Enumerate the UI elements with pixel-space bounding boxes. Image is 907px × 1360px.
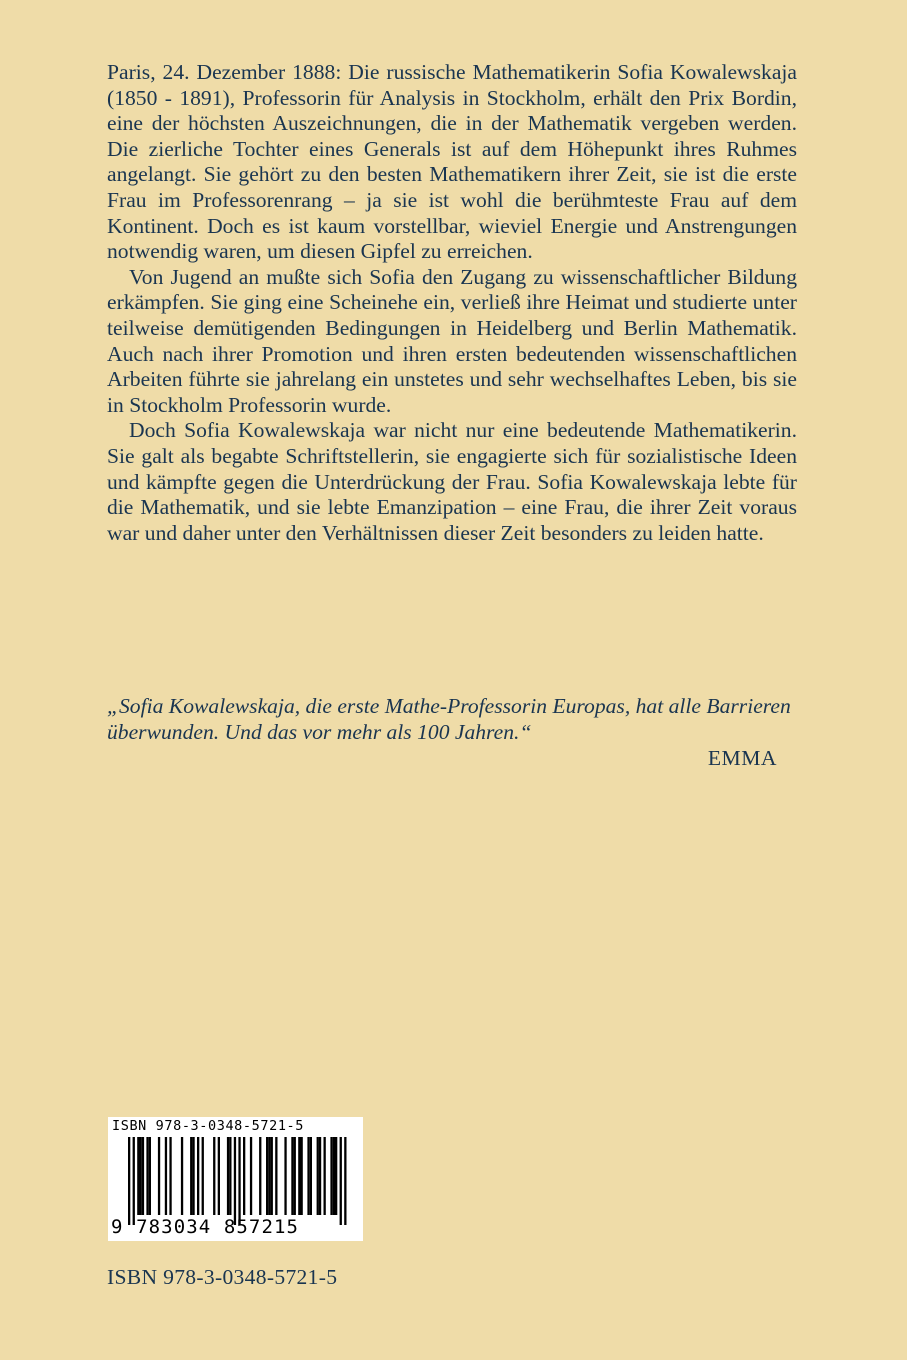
barcode-bar — [140, 1137, 142, 1215]
barcode-bar — [128, 1137, 130, 1225]
barcode-bar — [234, 1137, 236, 1225]
barcode-bar — [310, 1137, 312, 1215]
isbn-barcode — [108, 1117, 363, 1241]
barcode-bar — [298, 1137, 300, 1215]
barcode-bar — [227, 1137, 229, 1215]
barcode-bar — [317, 1137, 319, 1215]
barcode-bar — [266, 1137, 268, 1215]
barcode-bar — [268, 1137, 270, 1215]
barcode-bar — [213, 1137, 215, 1215]
barcode-bar — [229, 1137, 231, 1215]
barcode-bar — [307, 1137, 309, 1215]
barcode-bar — [197, 1137, 199, 1215]
barcode-bar — [133, 1137, 135, 1225]
barcode-bar — [333, 1137, 335, 1215]
back-cover-text — [107, 60, 797, 546]
barcode-bar — [250, 1137, 252, 1215]
barcode-digits: 9 783034 857215 — [111, 1216, 300, 1238]
barcode-bar — [192, 1137, 194, 1215]
barcode-bar — [142, 1137, 144, 1215]
barcode-bar — [291, 1137, 293, 1215]
barcode-bar — [324, 1137, 326, 1215]
barcode-bar — [275, 1137, 277, 1215]
barcode-bar — [271, 1137, 273, 1215]
paragraph-1: Paris, 24. Dezember 1888: Die russische Mathematikerin Sofia Kowalewskaja (1850 - 1891), Professorin für Analysis in Stockholm, erhält den Prix Bordin, eine der höchsten Auszeichnungen, die in der Mathematik vergeben werden. Die zierliche Tochter eines Generals ist auf dem Höhepunkt ihres Ruhmes angelangt. Sie gehört zu den besten Mathematikern ihrer Zeit, sie ist die erste Frau im Professorenrang – ja sie ist wohl die berühmteste Frau auf dem Kontinent. Doch es ist kaum vorstellbar, wieviel Energie und Anstrengungen notwendig waren, um diesen Gipfel zu erreichen. — [107, 60, 797, 264]
barcode-bar — [319, 1137, 321, 1215]
barcode-bar — [190, 1137, 192, 1215]
barcode-bar — [238, 1137, 240, 1225]
barcode-bar — [158, 1137, 160, 1215]
quote-text: „Sofia Kowalewskaja, die erste Mathe-Professorin Europas, hat alle Barrieren überwunden. Und das vor mehr als 100 Jahren.“ — [107, 694, 791, 744]
barcode-bar — [165, 1137, 167, 1215]
barcode-bar — [146, 1137, 148, 1215]
barcode-bar — [137, 1137, 139, 1215]
barcode-bar — [202, 1137, 204, 1215]
barcode-bar — [169, 1137, 171, 1215]
barcode-bar — [218, 1137, 220, 1215]
quote-source: EMMA — [707, 746, 777, 770]
barcode-bar — [243, 1137, 245, 1215]
barcode-isbn-label: ISBN 978-3-0348-5721-5 — [112, 1118, 305, 1134]
barcode-bar — [149, 1137, 151, 1215]
barcode-bar — [294, 1137, 296, 1215]
barcode-bar — [301, 1137, 303, 1215]
barcode-bar — [344, 1137, 346, 1225]
barcode-bar — [259, 1137, 261, 1215]
paragraph-2: Von Jugend an mußte sich Sofia den Zugang zu wissenschaftlicher Bildung erkämpfen. Sie ging eine Scheinehe ein, verließ ihre Heimat und studierte unter teilweise demütigenden Bedingungen in Heidelberg und Berlin Mathematik. Auch nach ihrer Promotion und ihren ersten bedeutenden wissenschaftlichen Arbeiten führte sie jahrelang ein unstetes und sehr wechselhaftes Leben, bis sie in Stockholm Professorin wurde. — [107, 264, 797, 417]
paragraph-3: Doch Sofia Kowalewskaja war nicht nur eine bedeutende Mathematikerin. Sie galt als begabte Schriftstellerin, sie engagierte sich für sozialistische Ideen und kämpfte gegen die Unterdrückung der Frau. Sofia Kowalewskaja lebte für die Mathematik, und sie lebte Emanzipation – eine Frau, die ihrer Zeit voraus war und daher unter den Verhältnissen dieser Zeit besonders zu leiden hatte. — [107, 418, 797, 545]
isbn-text: ISBN 978-3-0348-5721-5 — [107, 1265, 338, 1289]
barcode-bar — [181, 1137, 183, 1215]
barcode-bar — [284, 1137, 286, 1215]
barcode-bar — [330, 1137, 332, 1215]
barcode-bar — [335, 1137, 337, 1215]
review-quote — [107, 693, 797, 771]
barcode-bar — [340, 1137, 342, 1225]
